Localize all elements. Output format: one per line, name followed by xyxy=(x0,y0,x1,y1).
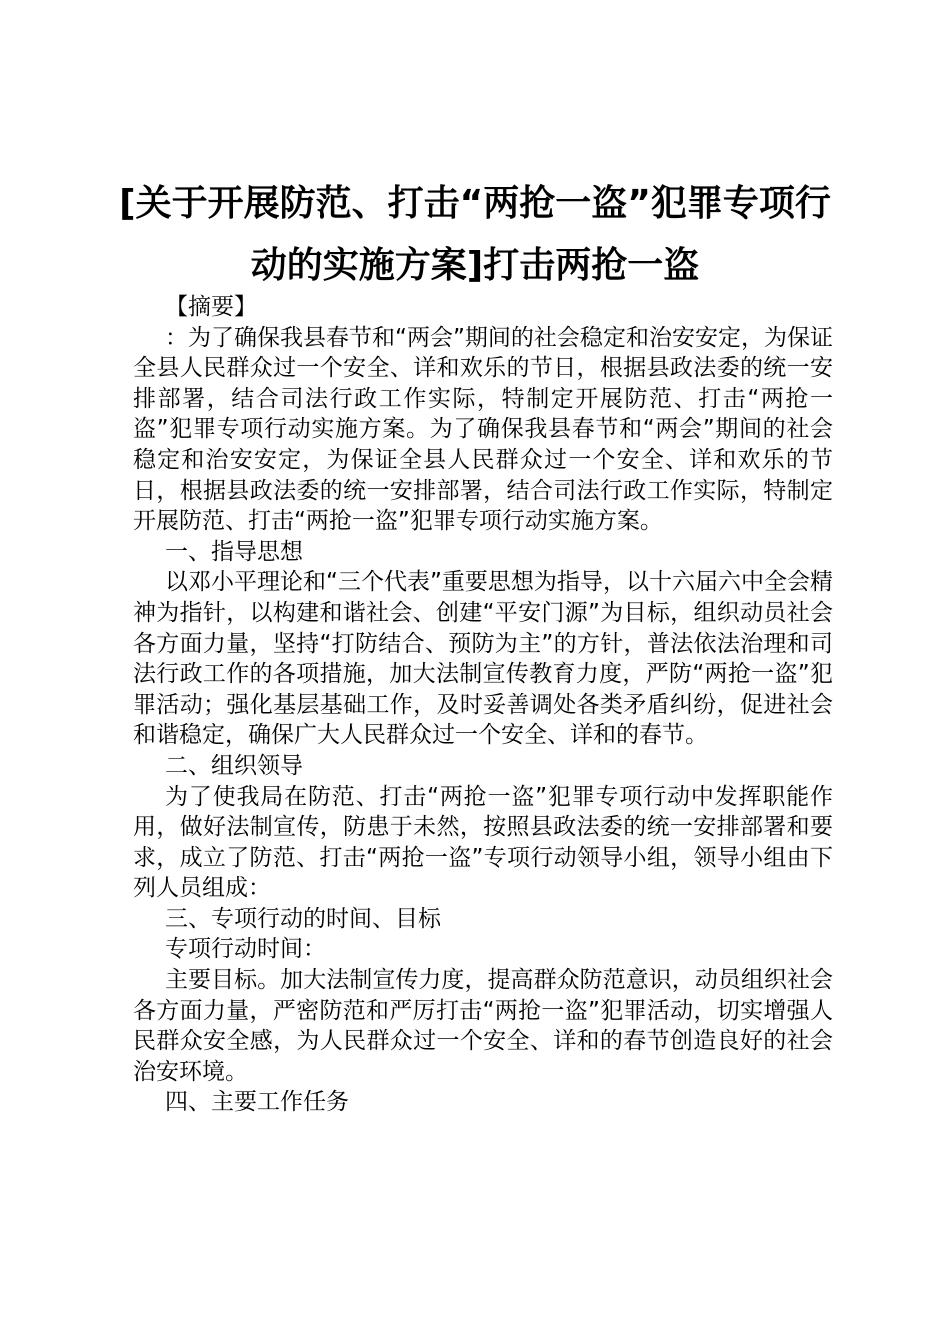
abstract-heading: 【摘要】 xyxy=(165,294,257,320)
document-body xyxy=(133,292,833,1118)
organization-paragraph: 为了使我局在防范、打击“两抢一盗”犯罪专项行动中发挥职能作用，做好法制宣传，防患于未然，按照县政法委的统一安排部署和要求，成立了防范、打击“两抢一盗”专项行动领导小组，领导小组由下列人员组成： xyxy=(133,783,833,902)
action-time-line: 专项行动时间： xyxy=(165,936,326,963)
main-goal-paragraph: 主要目标。加大法制宣传力度，提高群众防范意识，动员组织社会各方面力量，严密防范和严厉打击“两抢一盗”犯罪活动，切实增强人民群众安全感，为人民群众过一个安全、详和的春节创造良好的社会治安环境。 xyxy=(133,967,833,1085)
section-heading-organization: 二、组织领导 xyxy=(165,752,303,779)
document-title-line-1: [关于开展防范、打击“两抢一盗”犯罪专项行 xyxy=(119,183,831,224)
section-heading-main-tasks: 四、主要工作任务 xyxy=(165,1089,349,1116)
guiding-thought-paragraph: 以邓小平理论和“三个代表”重要思想为指导，以十六届六中全会精神为指针，以构建和谐社会、创建“平安门源”为目标，组织动员社会各方面力量，坚持“打防结合、预防为主”的方针，普法依法治理和司法行政工作的各项措施，加大法制宣传教育力度，严防“两抢一盗”犯罪活动；强化基层基础工作，及时妥善调处各类矛盾纠纷，促进社会和谐稳定，确保广大人民群众过一个安全、详和的春节。 xyxy=(133,569,833,749)
section-heading-time-goal: 三、专项行动的时间、目标 xyxy=(165,905,441,932)
abstract-paragraph: ：为了确保我县春节和“两会”期间的社会稳定和治安安定，为保证全县人民群众过一个安全、详和欢乐的节日，根据县政法委的统一安排部署，结合司法行政工作实际，特制定开展防范、打击“两抢一盗”犯罪专项行动实施方案。为了确保我县春节和“两会”期间的社会稳定和治安安定，为保证全县人民群众过一个安全、详和欢乐的节日，根据县政法委的统一安排部署，结合司法行政工作实际，特制定开展防范、打击“两抢一盗”犯罪专项行动实施方案。 xyxy=(133,324,833,535)
document-title-line-2: 动的实施方案]打击两抢一盗 xyxy=(250,245,700,286)
section-heading-guiding-thought: 一、指导思想 xyxy=(165,538,303,565)
